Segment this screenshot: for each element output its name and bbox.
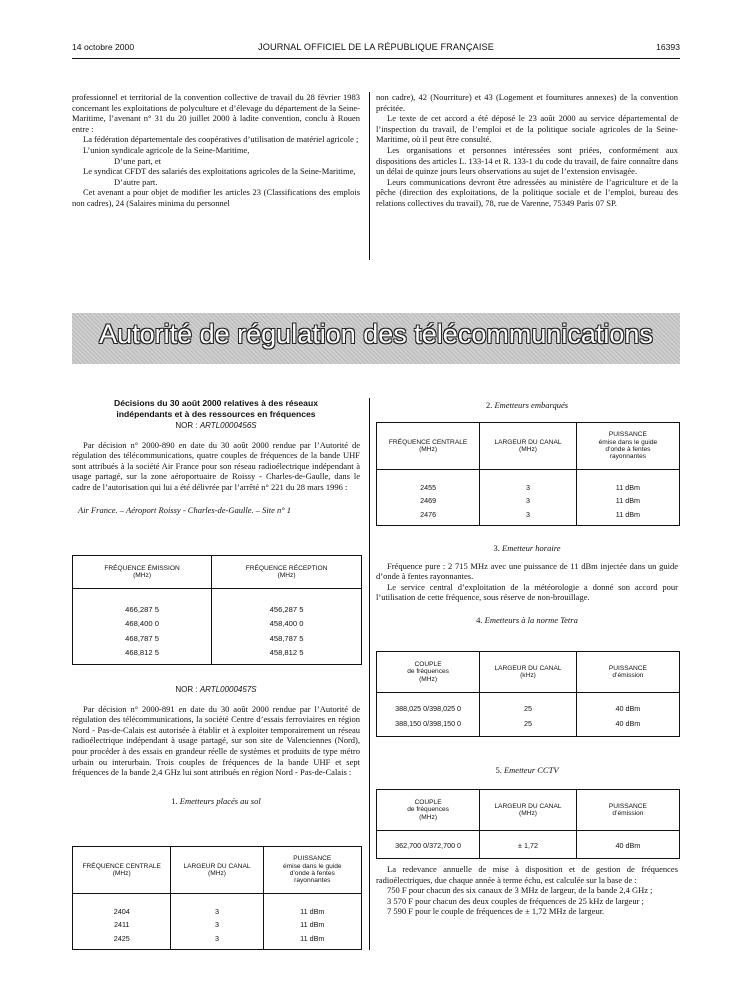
right-column xyxy=(376,400,678,411)
paragraph: Le texte de cet accord a été déposé le 23 août 2000 au service départemental de l’inspection du travail, de l’emploi et de la politique sociale agricoles de la Seine-Maritime, où il peut être consulté. xyxy=(376,113,678,145)
table-row: 2455 3 11 dBm xyxy=(377,482,679,495)
paragraph: L’union syndicale agricole de la Seine-Maritime, xyxy=(83,144,250,155)
section-banner xyxy=(72,313,680,364)
paragraph: 750 F pour chacun des six canaux de 3 MHz de largeur, de la bande 2,4 GHz ; xyxy=(387,885,653,896)
right-column-continued xyxy=(376,543,678,626)
section-heading: 1. Emetteurs placés au sol xyxy=(171,795,261,806)
paragraph: Leurs communications devront être adressées au ministère de l’agriculture et de la pêche (direction des exploitations, de la politique sociale et de l’emploi, bureau des relations collectives du travail), 78, rue de Varenne, 75349 Paris 07 SP. xyxy=(376,176,678,208)
section-heading: 4. Emetteurs à la norme Tetra xyxy=(476,614,578,625)
table-header: LARGEUR DU CANAL (MHz) xyxy=(480,423,577,470)
header-rule xyxy=(72,58,680,59)
table-row: 2411 3 11 dBm xyxy=(73,919,361,932)
onboard-emitters-table xyxy=(376,422,680,526)
table-header: LARGEUR DU CANAL (kHz) xyxy=(480,652,577,693)
paragraph: Cet avenant a pour objet de modifier les articles 23 (Classifications des emplois non cadres), 24 (Salaires minima du personnel xyxy=(72,187,360,208)
paragraph: professionnel et territorial de la convention collective de travail du 28 février 1983 concernant les exploitations de polyculture et d’élevage du département de la Seine-Maritime, l’avenant n° 31 du 20 juillet 2000 à ladite convention, conclu à Rouen entre : xyxy=(72,92,360,134)
paragraph: Le service central d’exploitation de la météorologie a donné son accord pour l’utilisation de cette fréquence, sous réserve de non-brouillage. xyxy=(376,581,678,603)
table-header: PUISSANCE émise dans le guide d’onde à fentes rayonnantes xyxy=(263,847,361,894)
table-header: FRÉQUENCE RÉCEPTION (MHz) xyxy=(212,556,361,589)
table-row: 2469 3 11 dBm xyxy=(377,495,679,508)
table-row: 2404 3 11 dBm xyxy=(73,906,361,919)
table-row: 468,812 5 458,812 5 xyxy=(73,646,361,660)
table-header: COUPLE de fréquences (MHz) xyxy=(377,790,480,831)
paragraph: Par décision n° 2000-890 en date du 30 août 2000 rendue par l’Autorité de régulation des télécommunications, quatre couples de fréquences de la bande UHF sont attribués à la société Air France pour son réseau radioélectrique indépendant à usage partagé, sur la zone aéroportuaire de Roissy - Charles-de-Gaulle, dans le cadre de l’autorisation qui lui a été délivrée par l’arrêté n° 221 du 28 mars 1996 : xyxy=(72,439,360,492)
header-date: 14 octobre 2000 xyxy=(72,42,135,52)
decision-title: Décisions du 30 août 2000 relatives à des réseaux indépendants et à des ressources en fréquences xyxy=(114,398,318,419)
paragraph: La redevance annuelle de mise à disposition et de gestion de fréquences radioélectriques, due chaque année à terme échu, est calculée sur la base de : xyxy=(376,864,678,885)
cctv-emitters-table xyxy=(376,789,680,859)
header-journal-title: JOURNAL OFFICIEL DE LA RÉPUBLIQUE FRANÇAISE xyxy=(258,42,494,52)
section-heading: 2. Emetteurs embarqués xyxy=(485,400,569,410)
table-header: FRÉQUENCE ÉMISSION (MHz) xyxy=(73,556,212,589)
section-heading: 5. Emetteur CCTV xyxy=(495,765,559,775)
paragraph: Les organisations et personnes intéressées sont priées, conformément aux dispositions des articles L. 133-14 et R. 133-1 du code du travail, de faire connaître dans un délai de quinze jours leurs observations au sujet de l’extension envisagée. xyxy=(376,144,678,177)
table-row: 2425 3 11 dBm xyxy=(73,932,361,945)
column-separator xyxy=(369,92,370,260)
table-row: 388,150 0/398,150 0 25 40 dBm xyxy=(377,716,679,732)
table-row: 388,025 0/398,025 0 25 40 dBm xyxy=(377,701,679,717)
header-page-number: 16393 xyxy=(656,42,680,52)
table-row: 468,400 0 458,400 0 xyxy=(73,617,361,631)
table-header: FRÉQUENCE CENTRALE (MHz) xyxy=(73,847,171,894)
top-left-column xyxy=(72,92,360,209)
left-column-continued xyxy=(72,685,360,806)
table-header: PUISSANCE émise dans le guide d’onde à fentes rayonnantes xyxy=(576,423,679,470)
table-row: 468,787 5 458,787 5 xyxy=(73,631,361,645)
nor-reference: NOR : ARTL0000457S xyxy=(175,685,257,694)
left-column xyxy=(72,398,360,515)
frequency-table-air-france xyxy=(72,555,362,665)
paragraph: 3 570 F pour chacun des deux couples de fréquences de 25 kHz de largeur ; xyxy=(387,895,644,906)
table-row: 2476 3 11 dBm xyxy=(377,508,679,521)
table-row: 362,700 0/372,700 0 ± 1,72 40 dBm xyxy=(377,837,679,855)
table-header: FRÉQUENCE CENTRALE (MHz) xyxy=(377,423,480,470)
table-header: PUISSANCE d’émission xyxy=(576,652,679,693)
paragraph: Par décision n° 2000-891 en date du 30 août 2000 rendue par l’Autorité de régulation des télécommunications, la société Centre d’essais ferroviaires en région Nord - Pas-de-Calais est autorisée à établir et à exploiter temporairement un réseau radioélectrique indépendant à usage partagé, sur son site de Valenciennes (Nord), pour procéder à des essais en grandeur réelle de systèmes et produits de type métro urbain ou interurbain. Trois couples de fréquences de la bande UHF et sept fréquences de la bande 2,4 GHz lui sont attribués en région Nord - Pas-de-Calais : xyxy=(72,703,360,778)
paragraph: non cadre), 42 (Nourriture) et 43 (Logement et fournitures annexes) de la convention précitée. xyxy=(376,92,678,113)
paragraph: D’une part, et xyxy=(114,155,161,166)
table-header: LARGEUR DU CANAL (MHz) xyxy=(171,847,263,894)
page-header xyxy=(72,42,680,56)
table-header: PUISSANCE d’émission xyxy=(576,790,679,831)
tetra-emitters-table xyxy=(376,651,680,737)
right-column-fees xyxy=(376,864,678,917)
table-header: LARGEUR DU CANAL (MHz) xyxy=(480,790,577,831)
table-row: 466,287 5 456,287 5 xyxy=(73,603,361,617)
nor-reference: NOR : ARTL0000456S xyxy=(175,421,257,430)
ground-emitters-table xyxy=(72,846,362,950)
site-heading: Air France. – Aéroport Roissy - Charles-de-Gaulle. – Site n° 1 xyxy=(78,504,292,515)
column-separator xyxy=(369,398,370,950)
banner-title: Autorité de régulation des télécommunications xyxy=(99,319,653,349)
paragraph: D’autre part. xyxy=(114,176,158,187)
paragraph: Fréquence pure : 2 715 MHz avec une puissance de 11 dBm injectée dans un guide d’onde à fentes rayonnantes. xyxy=(376,560,678,582)
right-column-section5 xyxy=(376,765,678,776)
paragraph: Le syndicat CFDT des salariés des exploitations agricoles de la Seine-Maritime, xyxy=(83,166,356,177)
paragraph: La fédération départementale des coopératives d’utilisation de matériel agricole ; xyxy=(83,134,359,145)
paragraph: 7 590 F pour le couple de fréquences de ± 1,72 MHz de largeur. xyxy=(387,906,605,917)
section-heading: 3. Emetteur horaire xyxy=(493,543,561,553)
table-header: COUPLE de fréquences (MHz) xyxy=(377,652,480,693)
top-right-column xyxy=(376,92,678,209)
